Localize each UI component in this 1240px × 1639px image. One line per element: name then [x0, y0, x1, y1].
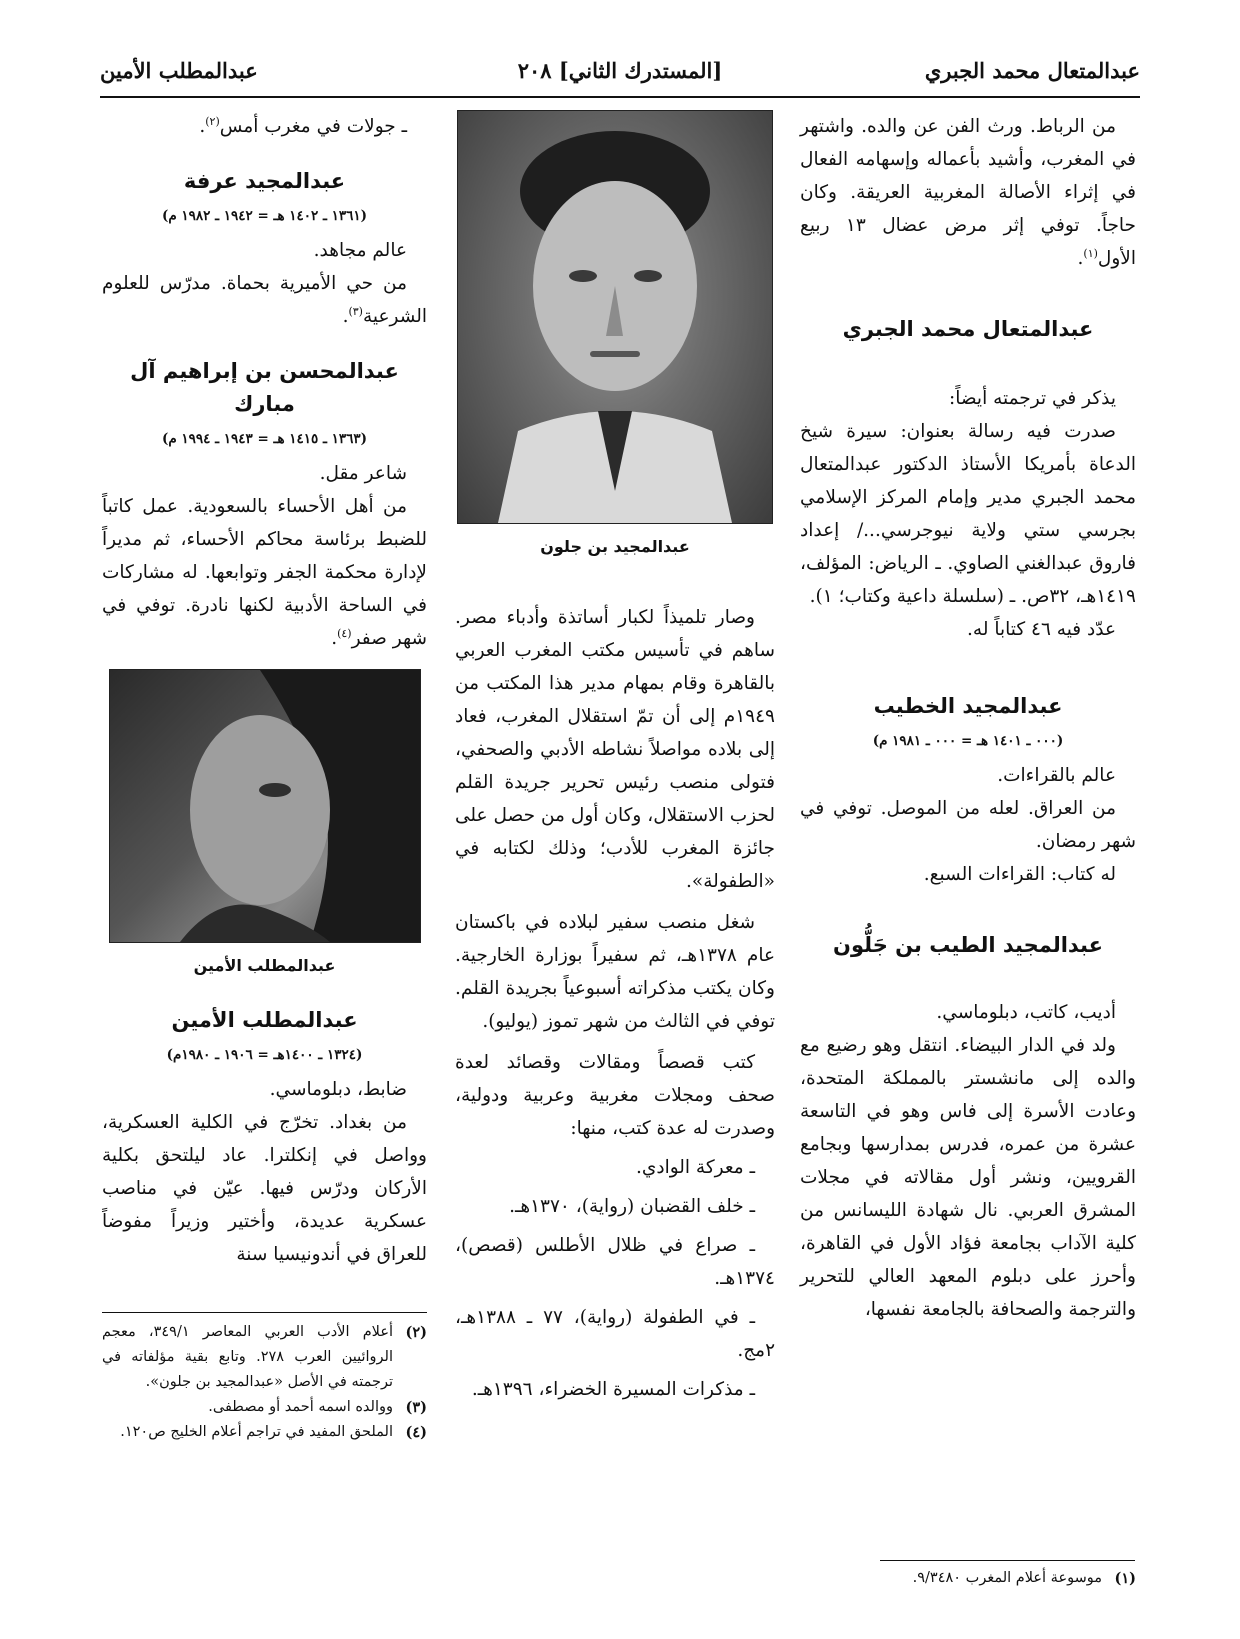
page-header	[100, 54, 1140, 94]
entry-dates: (١٣٢٤ ـ ١٤٠٠هـ = ١٩٠٦ ـ ١٩٨٠م)	[166, 1047, 363, 1063]
footnote-number: (١)	[1114, 1570, 1136, 1587]
header-right-title: عبدالمتعال محمد الجبري	[924, 58, 1140, 83]
portrait-photo	[109, 669, 421, 943]
paragraph: من حي الأميرية بحماة. مدرّس للعلوم الشرعية$^{(٣)}$.	[102, 273, 427, 327]
list-item: ـ مذكرات المسيرة الخضراء، ١٣٩٦هـ.	[471, 1379, 755, 1400]
entry-title: عبدالمطلب الأمين	[171, 1008, 358, 1032]
entry-dates: (٠٠٠ ـ ١٤٠١ هـ = ٠٠٠ ـ ١٩٨١ م)	[872, 733, 1064, 749]
paragraph: له كتاب: القراءات السبع.	[923, 864, 1116, 885]
portrait-figure	[110, 670, 420, 942]
paragraph: عالم مجاهد.	[313, 240, 407, 261]
paragraph: من الرباط. ورث الفن عن والده. واشتهر في المغرب، وأشيد بأعماله وإسهامه الفعال في إثراء الأصالة المغربية العريقة. وكان حاجاً. توفي إثر مرض عضال ١٣ ربيع الأول$^{(١)}$.	[800, 116, 1136, 269]
footnote-number: (٢)	[405, 1324, 427, 1341]
paragraph: شاعر مقل.	[319, 463, 407, 484]
paragraph: ـ جولات في مغرب أمس$^{(٢)}$.	[199, 114, 407, 137]
entry-title: عبدالمحسن بن إبراهيم آل مبارك	[130, 359, 399, 416]
header-left-title: عبدالمطلب الأمين	[100, 58, 258, 83]
footnote-rule	[880, 1560, 1135, 1561]
footnote-number: (٣)	[405, 1399, 427, 1416]
right-column	[800, 110, 1136, 1326]
paragraph: عالم بالقراءات.	[997, 765, 1116, 786]
footnote-rule	[102, 1312, 427, 1313]
list-item: ـ خلف القضبان (رواية)، ١٣٧٠هـ.	[509, 1196, 755, 1217]
footnote	[102, 1420, 427, 1445]
footnote-number: (٤)	[405, 1424, 427, 1441]
header-rule	[100, 96, 1140, 98]
paragraph: أديب، كاتب، دبلوماسي.	[936, 1002, 1116, 1023]
footnote	[102, 1395, 427, 1420]
footnote	[102, 1320, 427, 1395]
portrait-photo	[457, 110, 773, 524]
header-page-number: [المستدرك الثاني] ٢٠٨	[517, 58, 723, 83]
paragraph: من العراق. لعله من الموصل. توفي في شهر رمضان.	[800, 798, 1136, 852]
photo-caption: عبدالمطلب الأمين	[193, 956, 336, 975]
paragraph: يذكر في ترجمته أيضاً:	[949, 388, 1116, 409]
left-column	[102, 110, 427, 1271]
list-item: ـ صراع في ظلال الأطلس (قصص)، ١٣٧٤هـ.	[455, 1235, 775, 1289]
entry-dates: (١٣٦٣ ـ ١٤١٥ هـ = ١٩٤٣ ـ ١٩٩٤ م)	[161, 431, 368, 447]
footnote-ref: (٤)	[337, 626, 352, 640]
paragraph: من بغداد. تخرّج في الكلية العسكرية، وواصل في إنكلترا. عاد ليلتحق بكلية الأركان ودرّس فيها. عيّن في مناصب عسكرية عديدة، وأختير وزيراً مفوضاً للعراق في أندونيسيا سنة	[102, 1112, 427, 1265]
paragraph: كتب قصصاً ومقالات وقصائد لعدة صحف ومجلات مغربية وعربية ودولية، وصدرت له عدة كتب، منها:	[455, 1052, 775, 1139]
list-item: ـ في الطفولة (رواية)، ٧٧ ـ ١٣٨٨هـ، ٢مج.	[455, 1307, 775, 1361]
footnote-text: ووالده اسمه أحمد أو مصطفى.	[208, 1399, 393, 1415]
footnote-ref: (١)	[1083, 246, 1098, 260]
footnote	[800, 1566, 1136, 1591]
paragraph: شغل منصب سفير لبلاده في باكستان عام ١٣٧٨هـ، ثم سفيراً بوزارة الخارجية. وكان يكتب مذكراته أسبوعياً بجريدة القلم. توفي في الثالث من شهر تموز (يوليو).	[455, 912, 775, 1032]
entry-title: عبدالمتعال محمد الجبري	[842, 317, 1094, 341]
footnote-text: الملحق المفيد في تراجم أعلام الخليج ص١٢٠.	[120, 1424, 393, 1440]
paragraph: صدرت فيه رسالة بعنوان: سيرة شيخ الدعاة بأمريكا الأستاذ الدكتور عبدالمتعال محمد الجبري مدير وإمام المركز الإسلامي بجرسي ستي ولاية نيوجرسي.../ إعداد فاروق عبدالغني الصاوي. ـ الرياض: المؤلف، ١٤١٩هـ، ٣٢ص. ـ (سلسلة داعية وكتاب؛ ١).	[800, 421, 1136, 607]
entry-dates: (١٣٦١ ـ ١٤٠٢ هـ = ١٩٤٢ ـ ١٩٨٢ م)	[161, 208, 368, 224]
entry-title: عبدالمجيد الطيب بن جَلُّون	[833, 933, 1103, 957]
paragraph: ولد في الدار البيضاء. انتقل وهو رضيع مع والده إلى مانشستر بالمملكة المتحدة، وعادت الأسرة إلى فاس وهو في التاسعة عشرة من عمره، فدرس بمدارسها وبجامع القرويين، ونشر أول مقالاته في مجلات المشرق العربي. نال شهادة الليسانس من كلية الآداب بجامعة فؤاد الأول في القاهرة، وأحرز على دبلوم المعهد العالي للتحرير والترجمة والصحافة بالجامعة نفسها،	[800, 1035, 1136, 1320]
footnote-ref: (٢)	[205, 114, 220, 128]
footnotes-left	[102, 1320, 427, 1445]
portrait-figure	[458, 111, 772, 523]
photo-caption: عبدالمجيد بن جلون	[540, 537, 690, 556]
paragraph: عدّد فيه ٤٦ كتاباً له.	[967, 619, 1116, 640]
middle-column	[455, 110, 775, 1412]
paragraph: من أهل الأحساء بالسعودية. عمل كاتباً للضبط برئاسة محاكم الأحساء، ثم مديراً لإدارة محكمة الجفر وتوابعها. له مشاركات في الساحة الأدبية لكنها نادرة. توفي في شهر صفر$^{(٤)}$.	[102, 496, 427, 649]
entry-title: عبدالمجيد عرفة	[183, 169, 346, 193]
list-item: ـ معركة الوادي.	[635, 1157, 755, 1178]
footnote-text: موسوعة أعلام المغرب ٩/٣٤٨٠.	[912, 1570, 1102, 1586]
footnote-text: أعلام الأدب العربي المعاصر ٣٤٩/١، معجم الروائيين العرب ٢٧٨. وتابع بقية مؤلفاته في ترجمته في الأصل «عبدالمجيد بن جلون».	[102, 1324, 393, 1390]
book-list	[455, 1151, 775, 1406]
paragraph: ضابط، دبلوماسي.	[269, 1079, 407, 1100]
entry-title: عبدالمجيد الخطيب	[873, 694, 1063, 718]
paragraph: وصار تلميذاً لكبار أساتذة وأدباء مصر. ساهم في تأسيس مكتب المغرب العربي بالقاهرة وقام بمهام مدير هذا المكتب من ١٩٤٩م إلى أن تمّ استقلال المغرب، فعاد إلى بلاده مواصلاً نشاطه الأدبي والصحفي، فتولى منصب رئيس تحرير جريدة القلم لحزب الاستقلال، وكان أول من حصل على جائزة المغرب للأدب؛ وذلك لكتابه في «الطفولة».	[455, 607, 775, 892]
footnote-ref: (٣)	[348, 304, 363, 318]
footnotes-right	[800, 1566, 1136, 1591]
